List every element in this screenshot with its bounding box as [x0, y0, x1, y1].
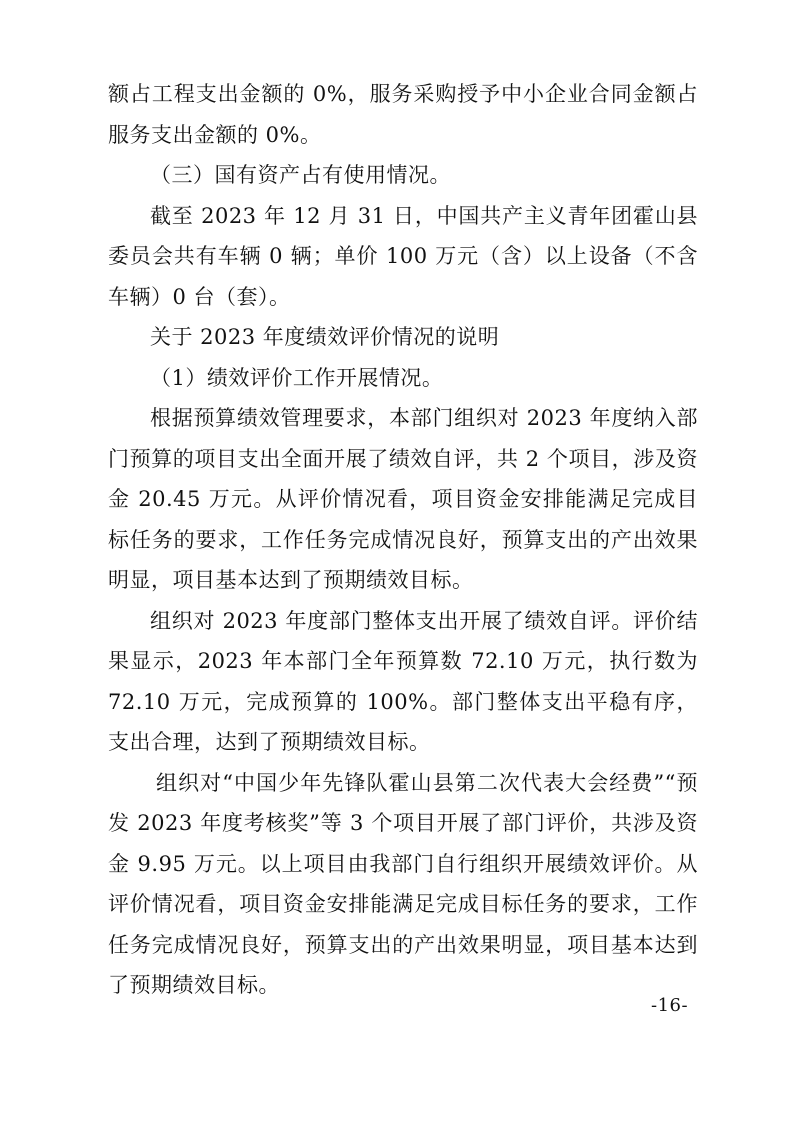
paragraph-procurement-share: 额占工程支出金额的 0%，服务采购授予中小企业合同金额占服务支出金额的 0%。	[108, 82, 698, 147]
section-heading-performance-evaluation: 关于 2023 年度绩效评价情况的说明	[150, 325, 500, 349]
page-number: -16-	[651, 995, 689, 1016]
subheading-evaluation-work: （1）绩效评价工作开展情况。	[150, 365, 444, 390]
paragraph-department-evaluation: 组织对“中国少年先锋队霍山县第二次代表大会经费”“预发 2023 年度考核奖”等 3 个项目开展了部门评价，共涉及资金 9.95 万元。以上项目由我部门自行组织开展绩效评价。从评价情况看，项目资金安排能满足完成目标任务的要求，工作任务完成情况良好，预算支出的产出效果明显，项目基本达到了预期绩效目标。	[108, 770, 698, 997]
paragraph-state-assets: 截至 2023 年 12 月 31 日，中国共产主义青年团霍山县委员会共有车辆 0 辆；单价 100 万元（含）以上设备（不含车辆）0 台（套）。	[108, 203, 698, 309]
paragraph-department-self-evaluation: 组织对 2023 年度部门整体支出开展了绩效自评。评价结果显示，2023 年本部门全年预算数 72.10 万元，执行数为 72.10 万元，完成预算的 100%。部门整体支出平稳有序，支出合理，达到了预期绩效目标。	[108, 608, 698, 754]
paragraph-project-self-evaluation: 根据预算绩效管理要求，本部门组织对 2023 年度纳入部门预算的项目支出全面开展了绩效自评，共 2 个项目，涉及资金 20.45 万元。从评价情况看，项目资金安排能满足完成目标任务的要求，工作任务完成情况良好，预算支出的产出效果明显，项目基本达到了预期绩效目标。	[108, 406, 698, 592]
document-body	[108, 74, 698, 1006]
section-heading-state-assets: （三）国有资产占有使用情况。	[150, 163, 451, 187]
